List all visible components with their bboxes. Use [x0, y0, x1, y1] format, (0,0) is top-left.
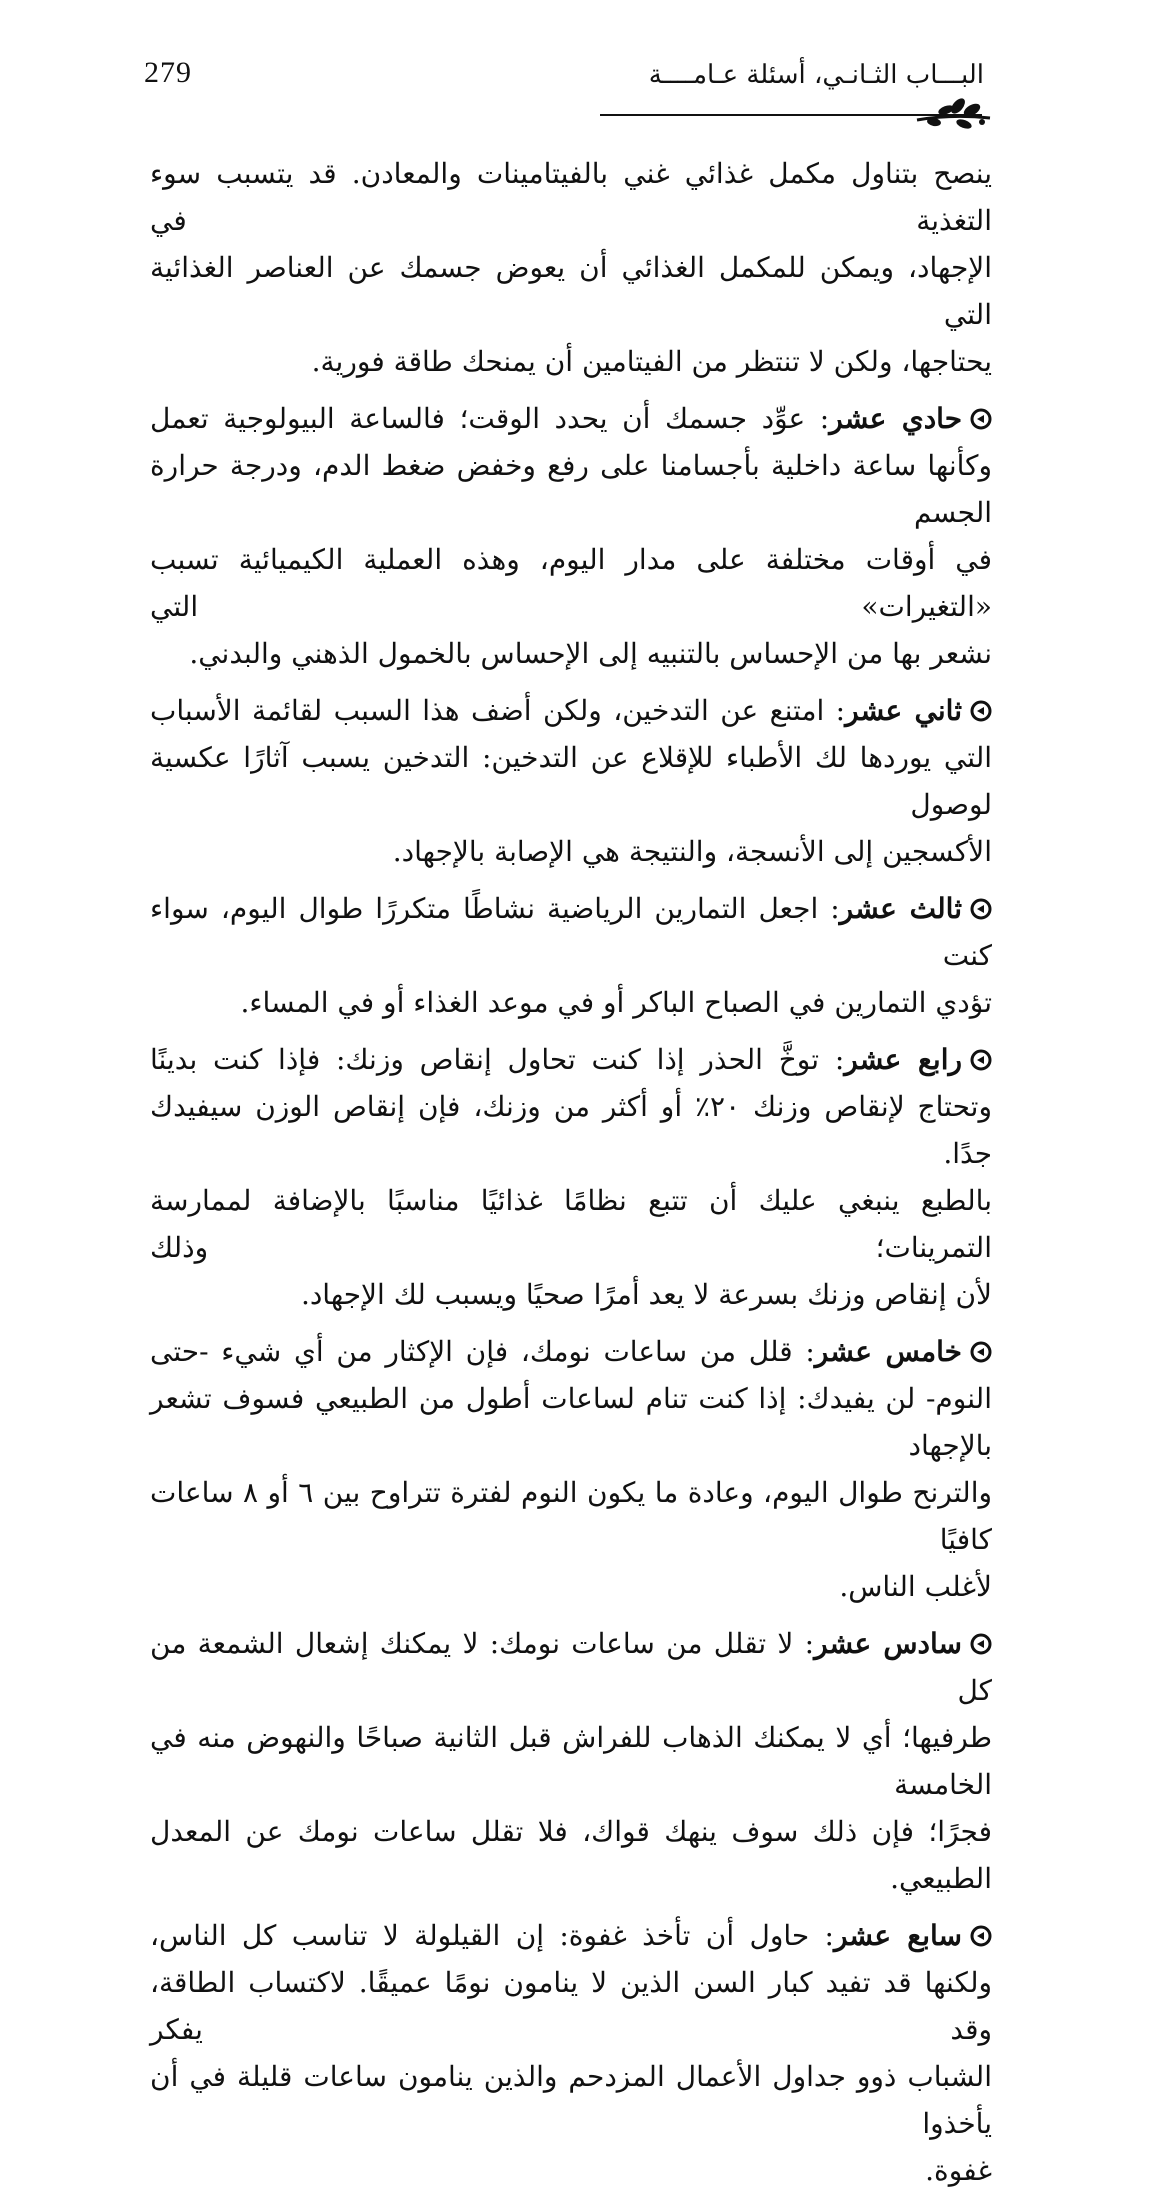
paragraph-intro — [150, 150, 992, 385]
text-line: لأغلب الناس. — [839, 1570, 992, 1603]
text-line: لأن إنقاص وزنك بسرعة لا يعد أمرًا صحيًا ويسبب لك الإجهاد. — [300, 1278, 992, 1311]
text-line: غفوة. — [925, 2154, 992, 2187]
page-number: 279 — [144, 56, 192, 89]
text-line — [150, 395, 992, 442]
line-text: : امتنع عن التدخين، ولكن أضف هذا السبب لقائمة الأسباب — [150, 694, 846, 727]
section-lead: رابع عشر — [844, 1043, 962, 1076]
text-line: الأكسجين إلى الأنسجة، والنتيجة هي الإصابة بالإجهاد. — [392, 835, 992, 868]
line-text: : عوِّد جسمك أن يحدد الوقت؛ فالساعة البيولوجية تعمل — [150, 402, 830, 435]
text-line: وكأنها ساعة داخلية بأجسامنا على رفع وخفض ضغط الدم، ودرجة حرارة الجسم — [150, 449, 992, 529]
paragraph-fifteenth — [150, 1328, 992, 1610]
text-line: التي يوردها لك الأطباء للإقلاع عن التدخين: التدخين يسبب آثارًا عكسية لوصول — [150, 741, 992, 821]
text-line — [150, 1328, 992, 1375]
section-lead: ثالث عشر — [839, 892, 962, 925]
line-text: : توخَّ الحذر إذا كنت تحاول إنقاص وزنك: فإذا كنت بدينًا — [150, 1043, 845, 1076]
text-line — [150, 687, 992, 734]
paragraph-twelfth — [150, 687, 992, 875]
text-line: بالطبع ينبغي عليك أن تتبع نظامًا غذائيًا مناسبًا بالإضافة لممارسة التمرينات؛ وذلك — [150, 1184, 992, 1264]
text-line: الشباب ذوو جداول الأعمال المزدحم والذين ينامون ساعات قليلة في أن يأخذوا — [150, 2060, 992, 2140]
text-line — [150, 1620, 992, 1714]
text-line: ولكنها قد تفيد كبار السن الذين لا ينامون نومًا عميقًا. لاكتساب الطاقة، وقد يفكر — [150, 1966, 992, 2046]
paragraph-eleventh — [150, 395, 992, 677]
text-line — [150, 1036, 992, 1083]
bullet-arrow-icon — [970, 408, 992, 430]
line-text: : حاول أن تأخذ غفوة: إن القيلولة لا تناسب كل الناس، — [150, 1919, 834, 1952]
bullet-arrow-icon — [970, 1925, 992, 1947]
line-text: : قلل من ساعات نومك، فإن الإكثار من أي شيء -حتى — [150, 1335, 815, 1368]
text-line: تؤدي التمارين في الصباح الباكر أو في موعد الغذاء أو في المساء. — [240, 986, 992, 1019]
section-lead: خامس عشر — [814, 1335, 962, 1368]
text-line: يحتاجها، ولكن لا تنتظر من الفيتامين أن يمنحك طاقة فورية. — [311, 345, 992, 378]
line-text: : لا تقلل من ساعات نومك: لا يمكنك إشعال الشمعة من كل — [150, 1627, 992, 1707]
text-line: ينصح بتناول مكمل غذائي غني بالفيتامينات والمعادن. قد يتسبب سوء التغذية في — [150, 157, 992, 237]
bullet-arrow-icon — [970, 1341, 992, 1363]
running-header: البـــاب الثـانـي، أسئلة عـامــــة — [648, 60, 984, 90]
section-lead: سابع عشر — [833, 1919, 962, 1952]
paragraph-sixteenth — [150, 1620, 992, 1902]
leaf-ornament-icon — [912, 92, 992, 132]
text-line: فجرًا؛ فإن ذلك سوف ينهك قواك، فلا تقلل ساعات نومك عن المعدل الطبيعي. — [150, 1815, 992, 1895]
paragraph-seventeenth — [150, 1912, 992, 2194]
section-lead: سادس عشر — [814, 1627, 963, 1660]
text-line: الإجهاد، ويمكن للمكمل الغذائي أن يعوض جسمك عن العناصر الغذائية التي — [150, 251, 992, 331]
bullet-arrow-icon — [970, 1049, 992, 1071]
text-line: طرفيها؛ أي لا يمكنك الذهاب للفراش قبل الثانية صباحًا والنهوض منه في الخامسة — [150, 1721, 992, 1801]
bullet-arrow-icon — [970, 1633, 992, 1655]
paragraph-fourteenth — [150, 1036, 992, 1318]
paragraph-thirteenth — [150, 885, 992, 1026]
text-line: والترنح طوال اليوم، وعادة ما يكون النوم لفترة تتراوح بين ٦ أو ٨ ساعات كافيًا — [150, 1476, 993, 1556]
body-text — [150, 150, 992, 2204]
text-line: نشعر بها من الإحساس بالتنبيه إلى الإحساس بالخمول الذهني والبدني. — [189, 637, 992, 670]
bullet-arrow-icon — [970, 700, 992, 722]
text-line — [150, 1912, 992, 1959]
text-line: وتحتاج لإنقاص وزنك ٢٠٪ أو أكثر من وزنك، فإن إنقاص الوزن سيفيدك جدًا. — [150, 1090, 992, 1170]
section-lead: ثاني عشر — [845, 694, 962, 727]
text-line: في أوقات مختلفة على مدار اليوم، وهذه العملية الكيميائية تسبب «التغيرات» التي — [150, 543, 992, 623]
line-text: : اجعل التمارين الرياضية نشاطًا متكررًا طوال اليوم، سواء كنت — [150, 892, 992, 972]
bullet-arrow-icon — [970, 898, 992, 920]
text-line — [150, 885, 992, 979]
section-lead: حادي عشر — [829, 402, 963, 435]
text-line: النوم- لن يفيدك: إذا كنت تنام لساعات أطول من الطبيعي فسوف تشعر بالإجهاد — [150, 1382, 992, 1462]
